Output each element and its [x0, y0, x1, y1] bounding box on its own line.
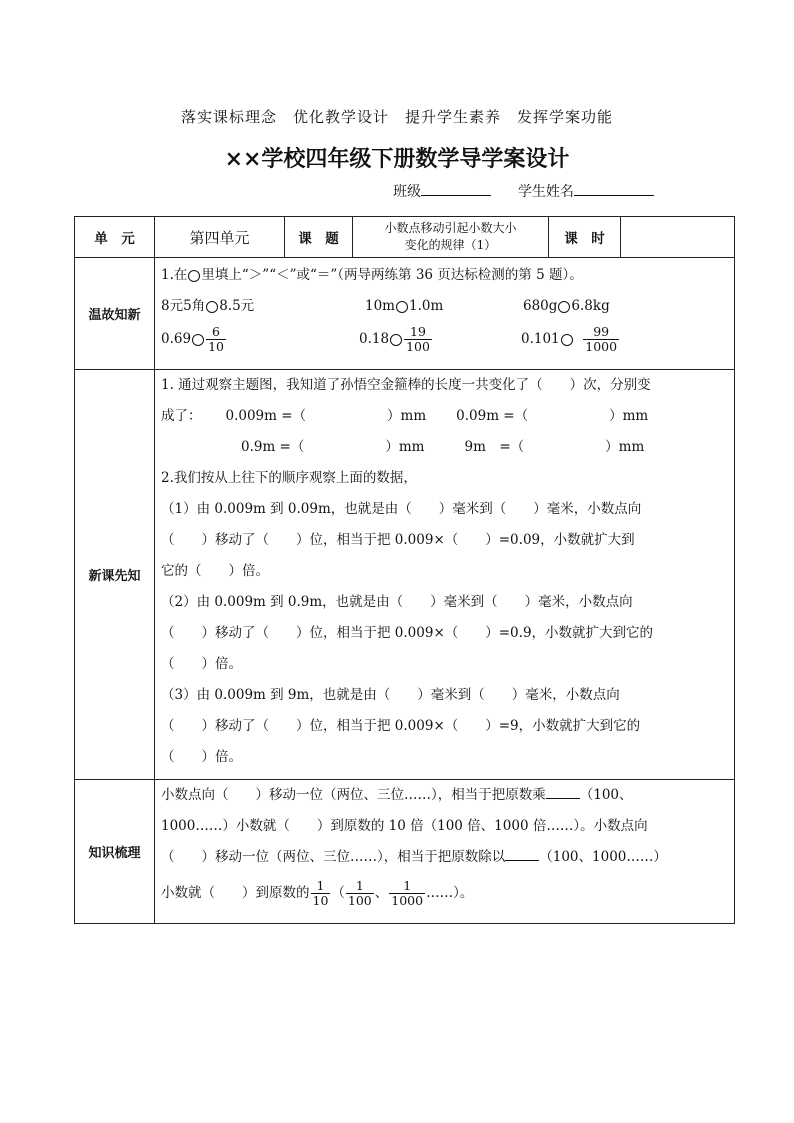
- preview-line-6: （ ）移动了（ ）位，相当于把 0.009×（ ）=0.09，小数就扩大到: [161, 532, 635, 548]
- answer-blank[interactable]: [546, 785, 580, 799]
- unit-value: 第四单元: [155, 217, 285, 258]
- review-row-2: 0.69 $\frac{6}{10}$ 0.18 $\frac{19}{100}$ 0.101 $\frac{99}{1000}$: [161, 324, 618, 354]
- topic-value-line2: 变化的规律（1）: [404, 238, 497, 252]
- summary-content: [155, 780, 735, 924]
- page-title: ××学校四年级下册数学导学案设计: [224, 146, 570, 172]
- review-label: 温故知新: [75, 258, 155, 370]
- period-value: [621, 217, 735, 258]
- fraction: $\frac{99}{1000}$: [585, 324, 618, 354]
- preview-label: 新课先知: [75, 370, 155, 780]
- header-motto: 落实课标理念 优化教学设计 提升学生素养 发挥学案功能: [180, 108, 613, 126]
- preview-line-7: 它的（ ）倍。: [161, 563, 269, 579]
- compare-circle[interactable]: [390, 334, 402, 346]
- topic-value: [353, 217, 549, 258]
- preview-line-3: 0.9m =（ ）mm 9m =（ ）mm: [241, 439, 645, 455]
- fraction: $\frac{1}{100}$: [347, 878, 372, 908]
- preview-line-12: （ ）移动了（ ）位，相当于把 0.009×（ ）=9，小数就扩大到它的: [161, 718, 641, 734]
- compare-circle[interactable]: [192, 334, 204, 346]
- preview-content: [155, 370, 735, 780]
- review-instruction: 1.在 里填上“＞”“＜”或“＝”（两导两练第 36 页达标检测的第 5 题）。: [161, 267, 583, 283]
- topic-value-line1: 小数点移动引起小数大小: [384, 221, 517, 235]
- review-row-1: 8元5角 8.5元 10m 1.0m 680g 6.8kg: [161, 298, 610, 314]
- unit-label: 单 元: [75, 217, 155, 258]
- lesson-table: [74, 216, 735, 924]
- class-blank[interactable]: [421, 181, 491, 196]
- topic-label: 课 题: [285, 217, 353, 258]
- compare-circle[interactable]: [558, 301, 570, 313]
- compare-circle[interactable]: [206, 301, 218, 313]
- circle-icon: [188, 270, 200, 282]
- preview-line-10: （ ）倍。: [161, 656, 242, 672]
- preview-line-4: 2.我们按从上往下的顺序观察上面的数据，: [161, 470, 417, 486]
- answer-blank[interactable]: [505, 847, 539, 861]
- summary-line-4: 小数就（ ）到原数的 $\frac{1}{10}$ （ $\frac{1}{100}$ 、 $\frac{1}{1000}$ ……）。: [161, 878, 474, 908]
- preview-line-1: 1. 通过观察主题图，我知道了孙悟空金箍棒的长度一共变化了（ ）次，分别变: [161, 377, 651, 393]
- preview-line-2: 成了： 0.009m =（ ）mm 0.09m =（ ）mm: [161, 408, 649, 424]
- preview-line-9: （ ）移动了（ ）位，相当于把 0.009×（ ）=0.9，小数就扩大到它的: [161, 625, 654, 641]
- summary-line-1: 小数点向（ ）移动一位（两位、三位……），相当于把原数乘 （100、: [161, 787, 633, 803]
- review-content: [155, 258, 735, 370]
- summary-line-2: 1000……）小数就（ ）到原数的 10 倍（100 倍、1000 倍……）。小数点向: [161, 818, 648, 834]
- student-name-label: 学生姓名: [517, 184, 574, 200]
- fraction: $\frac{1}{1000}$: [391, 878, 424, 908]
- class-label: 班级: [393, 184, 421, 200]
- period-label: 课 时: [549, 217, 621, 258]
- fraction: $\frac{6}{10}$: [208, 324, 224, 354]
- preview-line-5: （1）由 0.009m 到 0.09m，也就是由（ ）毫米到（ ）毫米，小数点向: [161, 501, 642, 517]
- preview-line-13: （ ）倍。: [161, 749, 242, 765]
- fraction: $\frac{19}{100}$: [406, 324, 430, 354]
- preview-line-11: （3）由 0.009m 到 9m，也就是由（ ）毫米到（ ）毫米，小数点向: [161, 687, 620, 703]
- compare-circle[interactable]: [561, 334, 573, 346]
- compare-circle[interactable]: [396, 301, 408, 313]
- fraction: $\frac{1}{10}$: [312, 878, 329, 908]
- summary-label: 知识梳理: [75, 780, 155, 924]
- preview-line-8: （2）由 0.009m 到 0.9m，也就是由（ ）毫米到（ ）毫米，小数点向: [161, 594, 633, 610]
- class-name-line: [393, 181, 654, 201]
- summary-line-3: （ ）移动一位（两位、三位……），相当于把原数除以 （100、1000……）: [161, 849, 667, 865]
- student-name-blank[interactable]: [574, 181, 654, 196]
